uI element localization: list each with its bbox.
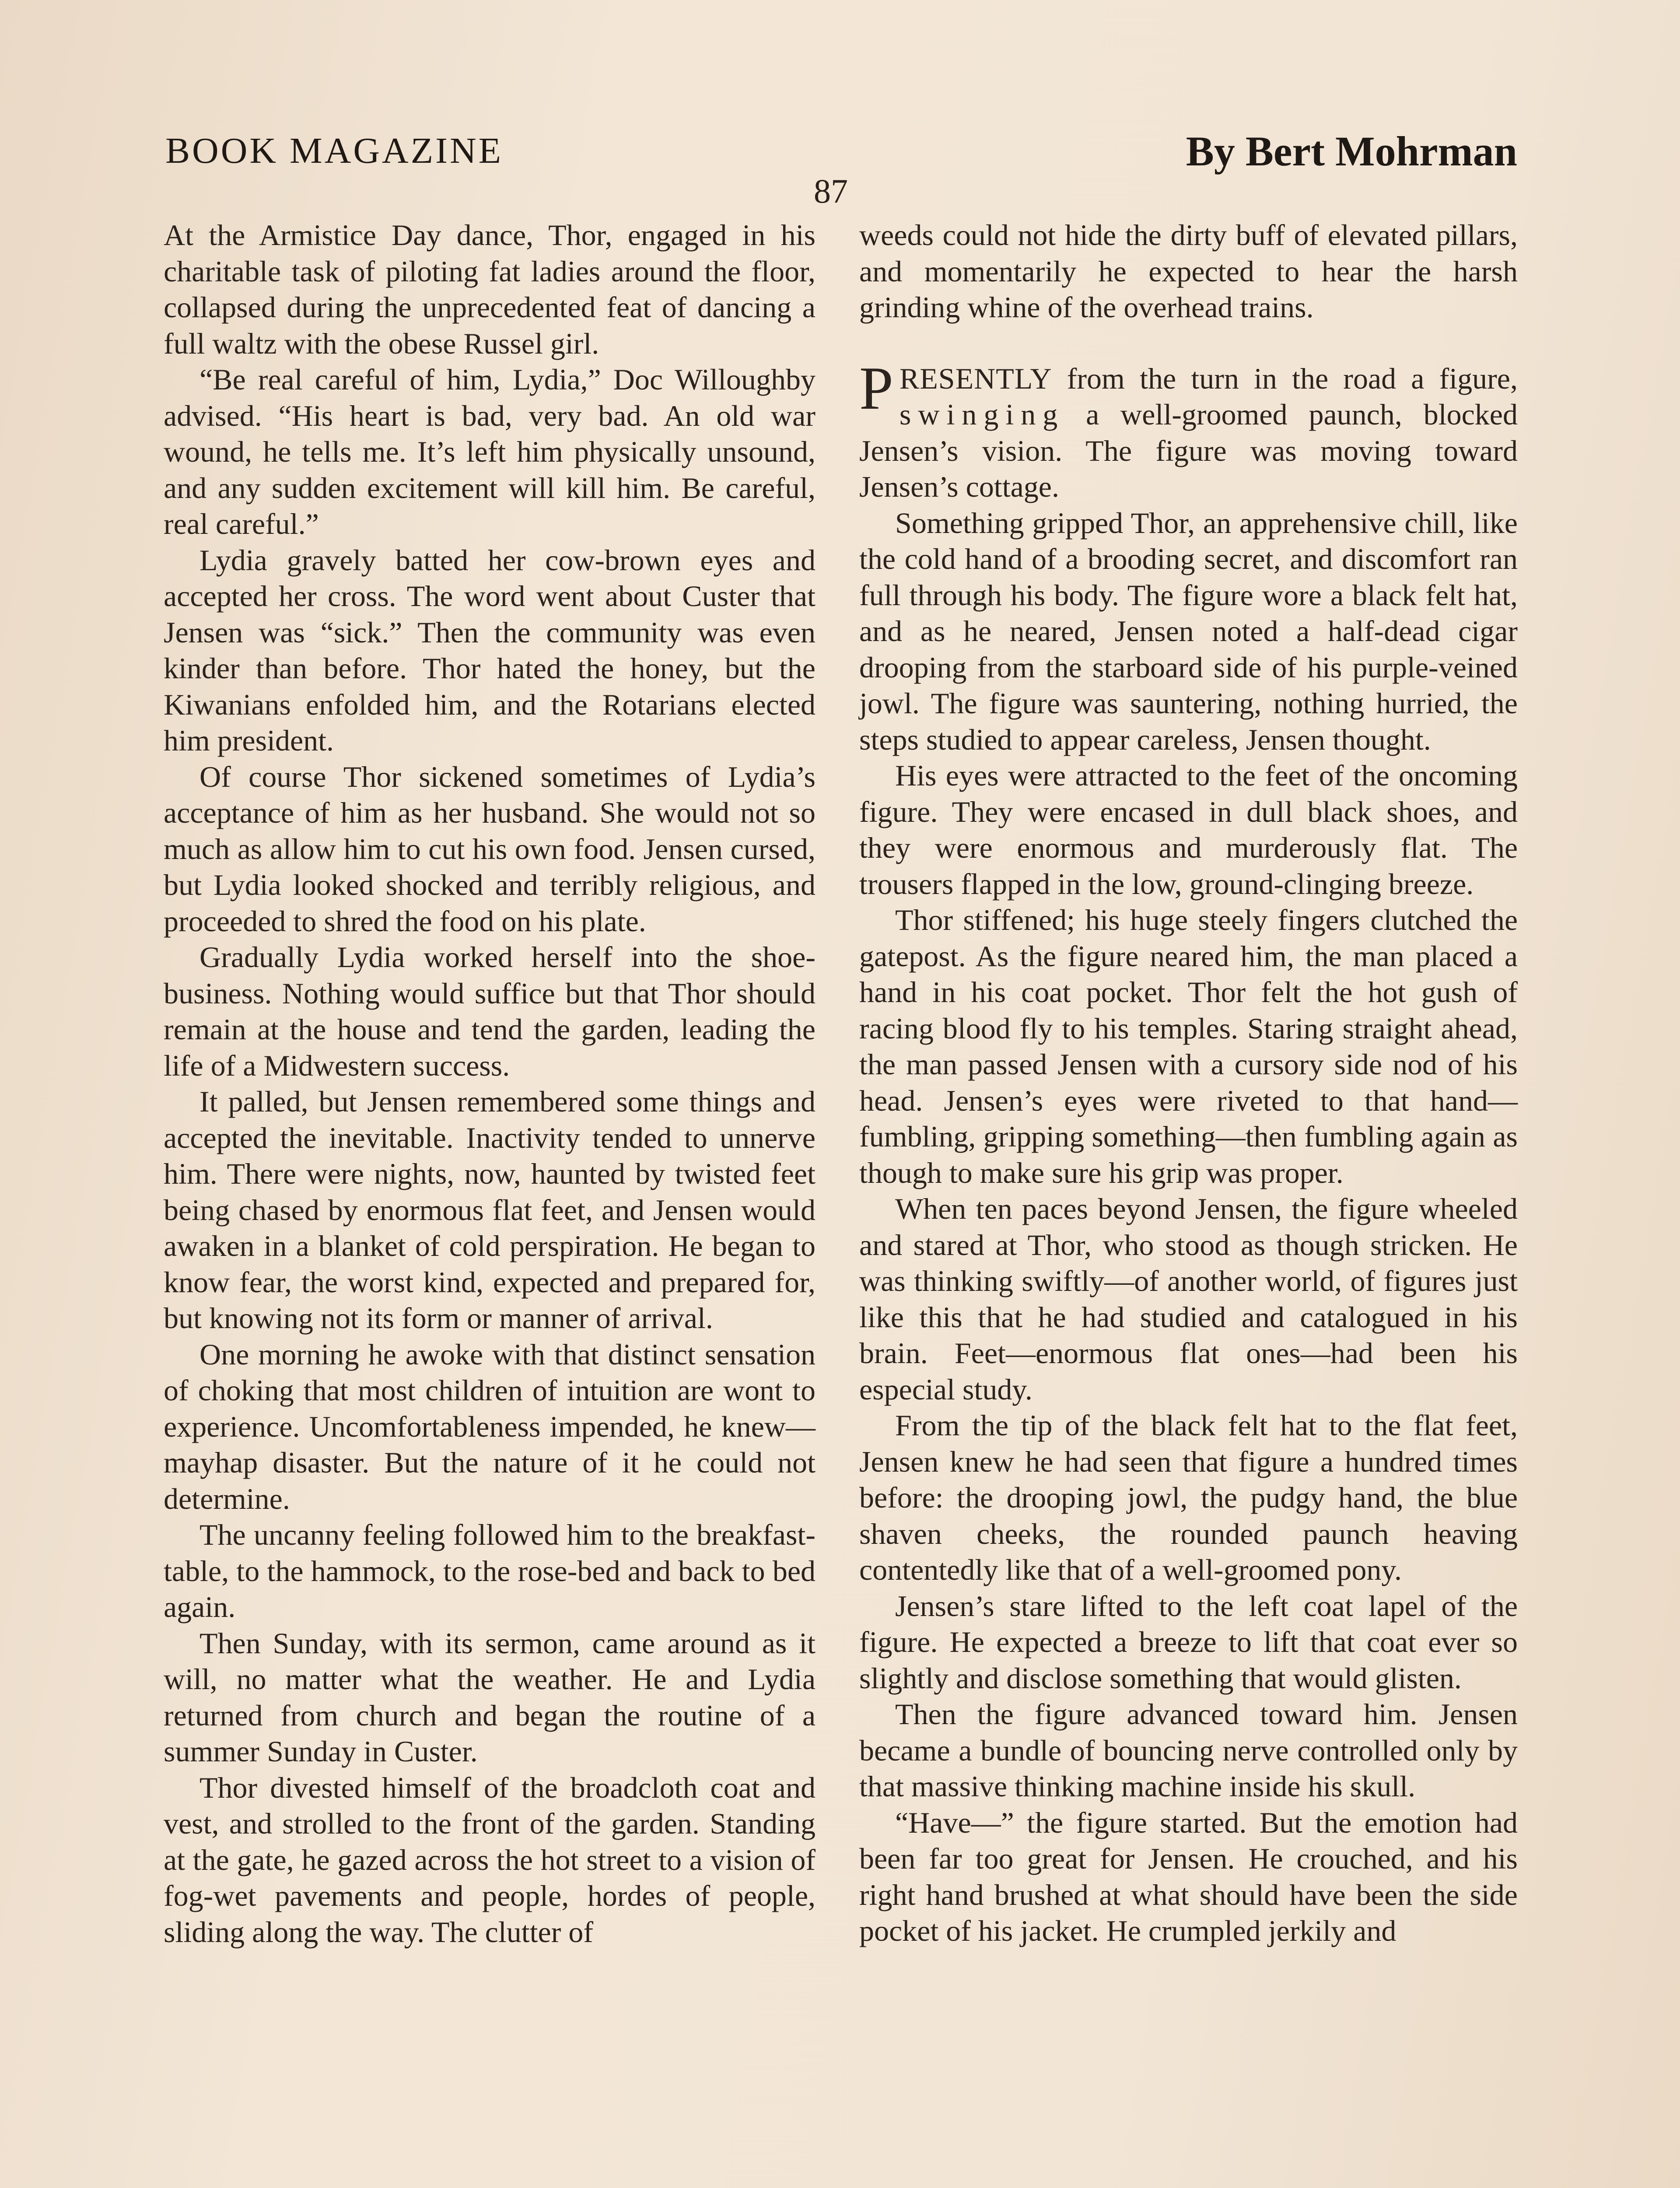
page-number: 87	[814, 172, 848, 210]
paragraph: One morning he awoke with that distinct sensation of choking that most children of intuition are wont to experience. Uncomfortableness impended, he knew—mayhap disaster. But the nature of it he could not determine.	[164, 1337, 816, 1515]
section-lead: from the turn in the road a figure,	[1052, 361, 1518, 395]
paragraph: Of course Thor sickened sometimes of Lydia’s acceptance of him as her husband. She would not so much as allow him to cut his own food. Jensen cursed, but Lydia looked shocked and terribly religious, and proceeded to shred the food on his plate.	[164, 760, 816, 938]
paragraph: “Have—” the figure started. But the emotion had been far too great for Jensen. He crouched, and his right hand brushed at what should have been the side pocket of his jacket. He crumpled jerkily and	[859, 1806, 1518, 1947]
section-spaced-word: swinging	[899, 398, 1065, 431]
paragraph: Then the figure advanced toward him. Jensen became a bundle of bouncing nerve controlled only by that massive thinking machine inside his skull.	[859, 1697, 1518, 1803]
paragraph: Gradually Lydia worked herself into the shoe-business. Nothing would suffice but that Thor should remain at the house and tend the garden, leading the life of a Midwestern success.	[164, 940, 816, 1082]
paragraph: When ten paces beyond Jensen, the figure wheeled and stared at Thor, who stood as though stricken. He was thinking swiftly—of another world, of figures just like this that he had studied and catalogued in his brain. Feet—enormous flat ones—had been his especial study.	[859, 1192, 1518, 1406]
paragraph: At the Armistice Day dance, Thor, engaged in his charitable task of piloting fat ladies around the floor, collapsed during the unprecedented feat of dancing a full waltz with the obese Russel girl.	[164, 218, 816, 360]
paragraph: His eyes were attracted to the feet of the oncoming figure. They were encased in dull black shoes, and they were enormous and murderously flat. The trousers flapped in the low, ground-clinging breeze.	[859, 759, 1518, 901]
paragraph-continuation: weeds could not hide the dirty buff of elevated pillars, and momentarily he expected to hear the harsh grinding whine of the overhead trains.	[859, 218, 1518, 324]
right-column	[859, 217, 1518, 1949]
magazine-title: BOOK MAGAZINE	[165, 130, 503, 171]
paragraph: “Be real careful of him, Lydia,” Doc Willoughby advised. “His heart is bad, very bad. An old war wound, he tells me. It’s left him physically unsound, and any sudden excitement will kill him. Be careful, real careful.”	[164, 363, 816, 540]
paragraph: It palled, but Jensen remembered some things and accepted the inevitable. Inactivity tended to unnerve him. There were nights, now, haunted by twisted feet being chased by enormous flat feet, and Jensen would awaken in a blanket of cold perspiration. He began to know fear, the worst kind, expected and prepared for, but knowing not its form or manner of arrival.	[164, 1085, 816, 1335]
paragraph: Lydia gravely batted her cow-brown eyes and accepted her cross. The word went about Custer that Jensen was “sick.” Then the community was even kinder than before. Thor hated the honey, but the Kiwanians enfolded him, and the Rotarians elected him president.	[164, 543, 816, 757]
left-column	[164, 217, 816, 1950]
section-rest: a well-groomed paunch, blocked Jensen’s vision. The figure was moving toward Jensen’s cottage.	[859, 398, 1518, 503]
paragraph: The uncanny feeling followed him to the breakfast-table, to the hammock, to the rose-bed and back to bed again.	[164, 1518, 816, 1623]
paragraph: Thor stiffened; his huge steely fingers clutched the gatepost. As the figure neared him, the man placed a hand in his coat pocket. Thor felt the hot gush of racing blood fly to his temples. Staring straight ahead, the man passed Jensen with a cursory side nod of his head. Jensen’s eyes were riveted to that hand—fumbling, gripping something—then fumbling again as though to make sure his grip was proper.	[859, 903, 1518, 1189]
drop-cap: P	[859, 354, 893, 422]
paragraph: From the tip of the black felt hat to the flat feet, Jensen knew he had seen that figure a hundred times before: the drooping jowl, the pudgy hand, the blue shaven cheeks, the rounded paunch heaving contentedly like that of a well-groomed pony.	[859, 1409, 1518, 1586]
paragraph: Jensen’s stare lifted to the left coat lapel of the figure. He expected a breeze to lift that coat ever so slightly and disclose something that would glisten.	[859, 1589, 1518, 1695]
paragraph: Thor divested himself of the broadcloth coat and vest, and strolled to the front of the garden. Standing at the gate, he gazed across the hot street to a vision of fog-wet pavements and people, hordes of people, sliding along the way. The clutter of	[164, 1771, 816, 1949]
author-byline: By Bert Mohrman	[1186, 128, 1517, 175]
section-opening-paragraph	[859, 354, 1518, 505]
paragraph: Something gripped Thor, an apprehensive chill, like the cold hand of a brooding secret, and discomfort ran full through his body. The figure wore a black felt hat, and as he neared, Jensen noted a half-dead cigar drooping from the starboard side of his purple-veined jowl. The figure was sauntering, nothing hurried, the steps studied to appear careless, Jensen thought.	[859, 506, 1518, 756]
section-smallcaps: RESENTLY	[899, 361, 1052, 395]
paragraph: Then Sunday, with its sermon, came around as it will, no matter what the weather. He and Lydia returned from church and began the routine of a summer Sunday in Custer.	[164, 1626, 816, 1768]
